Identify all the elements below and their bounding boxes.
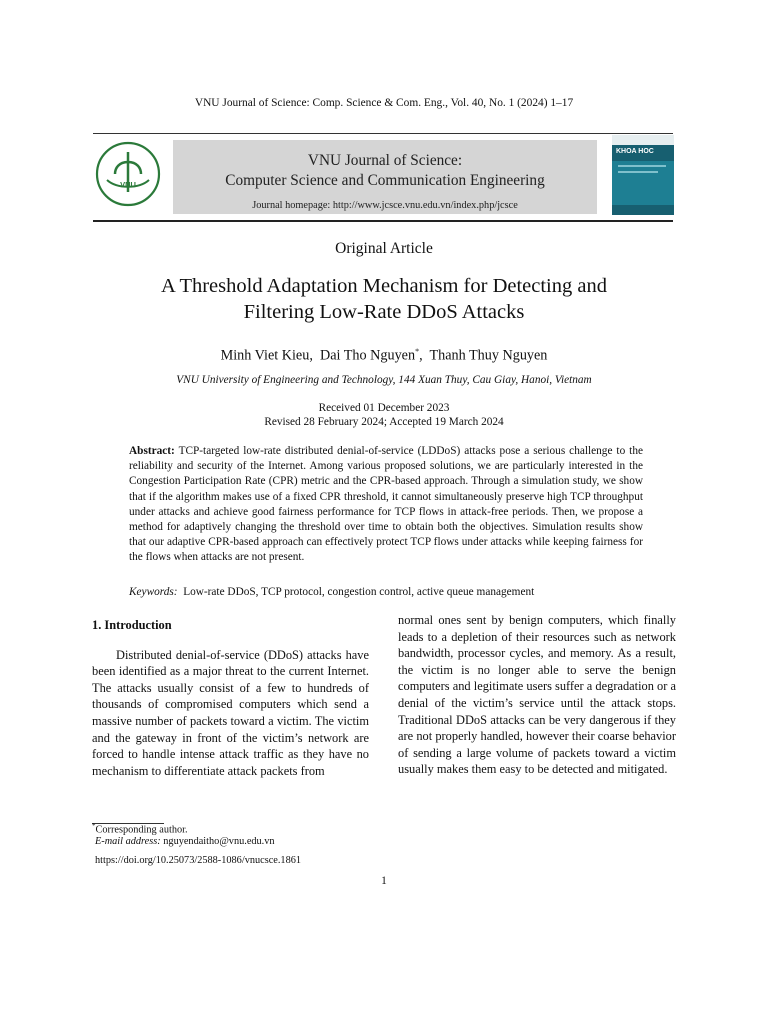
author-list [0,347,768,365]
paper-title [0,273,768,325]
abstract-text: TCP-targeted low-rate distributed denial-of-service (LDDoS) attacks pose a serious challenge to the reliability and security of the Internet. Among various proposed solutions, we are particularly interested in the Congestion Participation Rate (CPR) metric and the CPR-based approach. Through a simulation study, we show that if the algorithm makes use of a fixed CPR threshold, it cannot simultaneously preserve high TCP throughput under attacks and achieve good fairness performance for TCP flows in attack-free periods. Then, we propose a method for adaptively changing the threshold over time to obtain both the objectives. Simulation results show that our adaptive CPR-based approach can effectively protect TCP flows under attacks while keeping fairness for the flows when attacks are not present. [129,445,643,564]
banner-homepage[interactable]: Journal homepage: http://www.jcsce.vnu.edu.vn/index.php/jcsce [252,200,518,211]
keywords-text: Low-rate DDoS, TCP protocol, congestion control, active queue management [183,586,535,598]
journal-cover-thumbnail [612,135,674,215]
vnu-logo [95,140,161,208]
column-right [398,612,676,778]
author-1: Minh Viet Kieu, [220,347,313,364]
cover-title: KHOA HOC [616,148,654,155]
running-head: VNU Journal of Science: Comp. Science & Com. Eng., Vol. 40, No. 1 (2024) 1–17 [194,97,574,109]
author-3: Thanh Thuy Nguyen [429,347,548,364]
footnote-corresponding-text: Corresponding author. [95,824,188,836]
abstract [129,444,643,566]
intro-paragraph-right: normal ones sent by benign computers, which finally leads to a depletion of their resources such as network bandwidth, processor cycles, and memory. As a result, the victim is no longer able to serve the benign computers and legitimate users suffer a degradation or a denial of the victim’s service until the attack stops. Traditional DDoS attacks can be very dangerous if they are not properly handled, however their coarse behavior of sending a large volume of packets toward a victim usually makes them easy to be detected and mitigated. [398,613,676,777]
paper-title-line-2: Filtering Low-Rate DDoS Attacks [243,301,525,323]
footnote-corresponding [92,822,188,835]
author-2: Dai Tho Nguyen [319,347,416,364]
keywords [129,586,643,598]
article-dates [0,401,768,429]
header-rule-top [93,133,673,134]
doi-link[interactable]: https://doi.org/10.25073/2588-1086/vnucsce.1861 [95,855,302,866]
affiliation: VNU University of Engineering and Technology, 144 Xuan Thuy, Cau Giay, Hanoi, Vietnam [176,374,592,386]
email-label: E-mail address: [95,836,161,847]
footnote-email [95,836,275,847]
paper-title-line-1: A Threshold Adaptation Mechanism for Detecting and [161,275,607,297]
abstract-label: Abstract: [129,445,175,457]
footnote-mark: * [92,822,96,830]
logo-text: VNU [120,180,136,189]
header-rule-bottom [93,220,673,222]
section-heading: 1. Introduction [92,618,172,632]
received-date: Received 01 December 2023 [318,402,450,414]
banner-subtitle: Computer Science and Communication Engineering [225,172,545,189]
column-left [92,617,369,779]
page-number: 1 [381,875,387,887]
intro-paragraph-left: Distributed denial-of-service (DDoS) attacks have been identified as a major threat to the current Internet. The attacks usually consist of a few to hundreds of thousands of compromised computers which send a massive number of packets toward a victim. The victim and the gateway in front of the victim’s network are forced to handle intense attack traffic as they have no mechanism to differentiate attack packets from [92,647,369,778]
corresponding-mark: * [415,347,420,356]
article-type: Original Article [335,240,433,257]
email-address[interactable]: nguyendaitho@vnu.edu.vn [163,836,275,847]
revised-accepted-date: Revised 28 February 2024; Accepted 19 March 2024 [264,416,504,428]
keywords-label: Keywords: [129,586,178,598]
banner-title: VNU Journal of Science: [307,152,463,169]
author-separator: , [419,347,423,364]
